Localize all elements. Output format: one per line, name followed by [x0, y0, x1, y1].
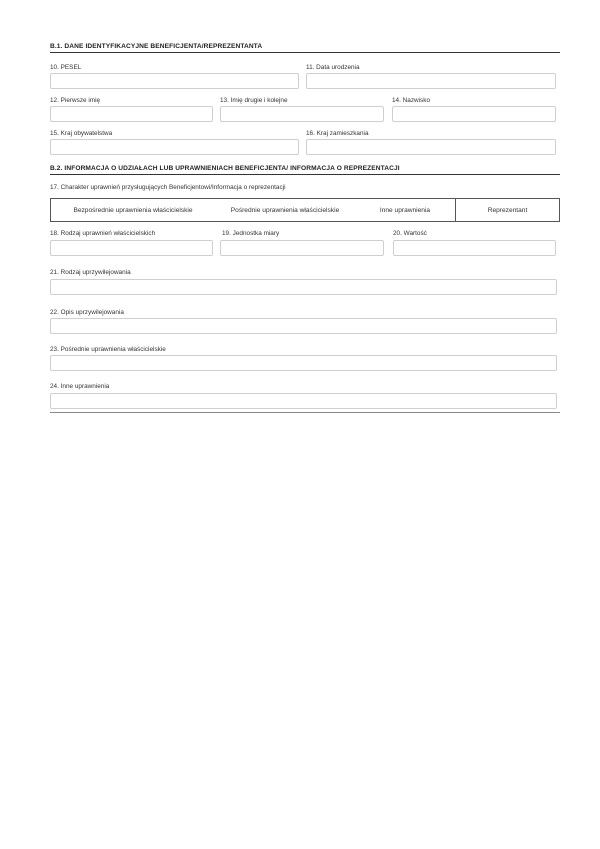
bottom-divider — [50, 412, 560, 413]
ownership-type-field[interactable] — [50, 240, 213, 256]
amount-field[interactable] — [393, 240, 556, 256]
section-b1-title: B.1. DANE IDENTYFIKACYJNE BENEFICJENTA/REPREZENTANTA — [50, 43, 560, 53]
option-representative[interactable]: Reprezentant — [455, 199, 559, 221]
option-direct-ownership[interactable]: Bezpośrednie uprawnienia właścicielskie — [73, 206, 193, 214]
character-options — [50, 198, 560, 222]
privilege-type-field[interactable] — [50, 279, 557, 295]
other-names-label: 13. Imię drugie i kolejne — [220, 97, 288, 104]
citizenship-field[interactable] — [50, 139, 299, 155]
residence-label: 16. Kraj zamieszkania — [306, 130, 369, 137]
birth-date-field[interactable] — [306, 73, 556, 89]
option-indirect-ownership[interactable]: Pośrednie uprawnienia właścicielskie — [230, 206, 340, 214]
surname-field[interactable] — [392, 106, 556, 122]
unit-label: 19. Jednostka miary — [222, 230, 280, 237]
ownership-type-label: 18. Rodzaj uprawnień właścicielskich — [50, 230, 156, 237]
option-other-rights[interactable]: Inne uprawnienia — [379, 206, 431, 214]
indirect-rights-field[interactable] — [50, 355, 557, 371]
other-names-field[interactable] — [220, 106, 384, 122]
surname-label: 14. Nazwisko — [392, 97, 431, 104]
first-name-label: 12. Pierwsze imię — [50, 97, 101, 104]
first-name-field[interactable] — [50, 106, 213, 122]
indirect-rights-label: 23. Pośrednie uprawnienia właścicielskie — [50, 346, 166, 353]
privilege-desc-field[interactable] — [50, 318, 557, 334]
citizenship-label: 15. Kraj obywatelstwa — [50, 130, 113, 137]
residence-field[interactable] — [306, 139, 556, 155]
pesel-field[interactable] — [50, 73, 299, 89]
privilege-desc-label: 22. Opis uprzywilejowania — [50, 309, 124, 316]
section-b2-title: B.2. INFORMACJA O UDZIAŁACH LUB UPRAWNIENIACH BENEFICJENTA/ INFORMACJA O REPREZENTACJI — [50, 165, 560, 175]
birth-date-label: 11. Data urodzenia — [306, 64, 360, 71]
privilege-type-label: 21. Rodzaj uprzywilejowania — [50, 269, 131, 276]
character-label: 17. Charakter uprawnień przysługujących Beneficjentowi/Informacja o reprezentacji — [50, 184, 286, 191]
unit-field[interactable] — [220, 240, 384, 256]
other-rights-label: 24. Inne uprawnienia — [50, 383, 110, 390]
pesel-label: 10. PESEL — [50, 64, 82, 71]
amount-label: 20. Wartość — [393, 230, 427, 237]
other-rights-field[interactable] — [50, 393, 557, 409]
